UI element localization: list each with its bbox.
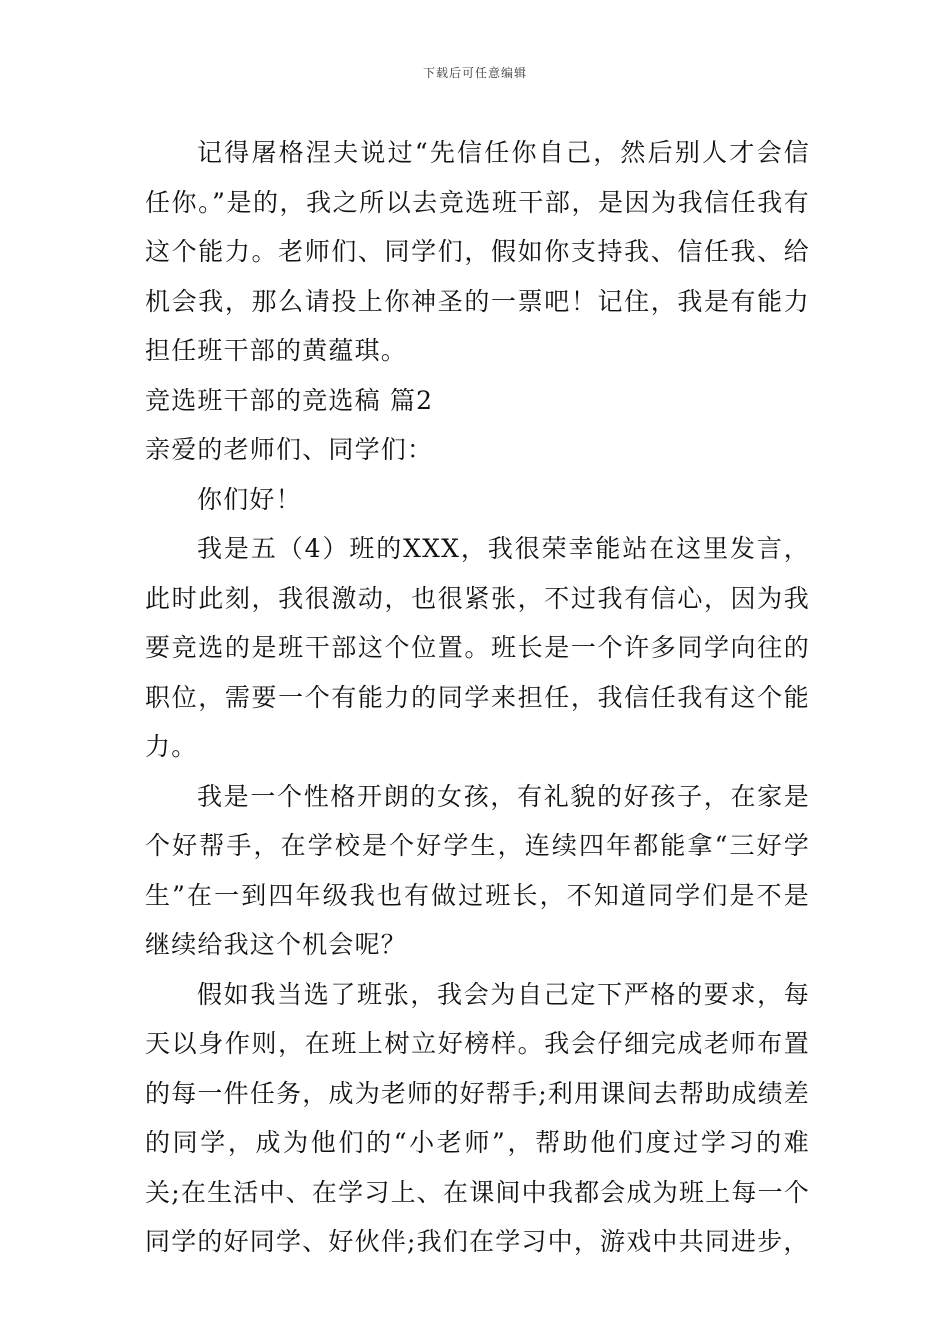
salutation: 亲爱的老师们、同学们：: [145, 435, 434, 464]
paragraph-3: 我是一个性格开朗的女孩，有礼貌的好孩子，在家是个好帮手，在学校是个好学生，连续四年都能拿“三好学生”在一到四年级我也有做过班长，不知道同学们是不是继续给我这个机会呢？: [145, 781, 810, 959]
page-header: 下载后可任意编辑: [422, 66, 527, 80]
document-body: [145, 128, 810, 1267]
paragraph-2: 我是五（4）班的XXX，我很荣幸能站在这里发言，此时此刻，我很激动，也很紧张，不过我有信心，因为我要竞选的是班干部这个位置。班长是一个许多同学向往的职位，需要一个有能力的同学来担任，我信任我有这个能力。: [145, 534, 810, 761]
paragraph-4: 假如我当选了班张，我会为自己定下严格的要求，每天以身作则，在班上树立好榜样。我会仔细完成老师布置的每一件任务，成为老师的好帮手;利用课间去帮助成绩差的同学，成为他们的“小老师”，帮助他们度过学习的难关;在生活中、在学习上、在课间中我都会成为班上每一个同学的好同学、好伙伴;我们在学习中，游戏中共同进步，: [145, 979, 810, 1256]
section-heading: 竞选班干部的竞选稿 篇2: [145, 385, 434, 415]
paragraph-1: 记得屠格涅夫说过“先信任你自己，然后别人才会信任你。”是的，我之所以去竞选班干部，是因为我信任我有这个能力。老师们、同学们，假如你支持我、信任我、给机会我，那么请投上你神圣的一票吧！记住，我是有能力担任班干部的黄蕴琪。: [145, 138, 810, 365]
greeting: 你们好！: [197, 484, 302, 514]
